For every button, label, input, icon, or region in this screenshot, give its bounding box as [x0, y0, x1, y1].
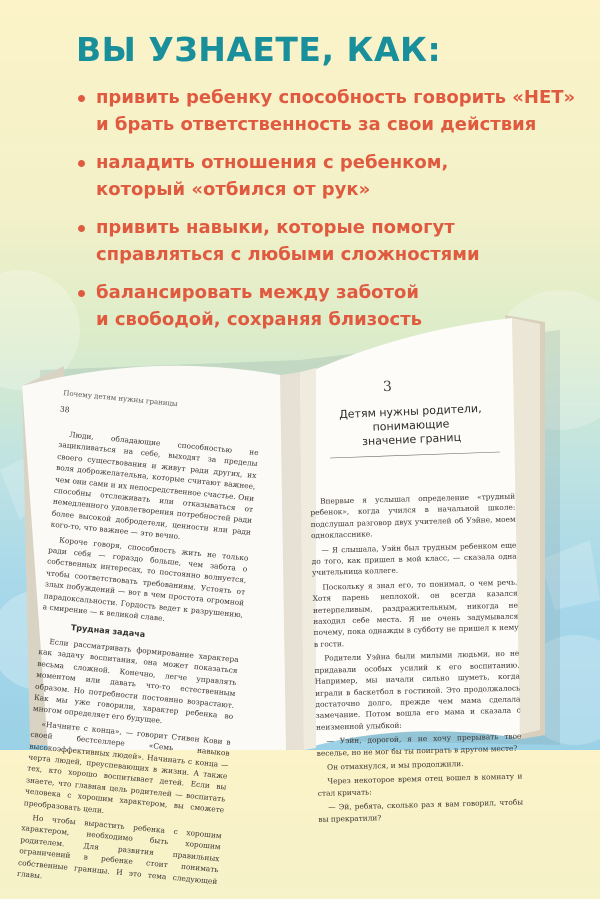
paragraph: — Эй, ребята, сколько раз я вам говорил, чтобы вы прекратили? — [318, 797, 524, 824]
benefit-line: привить ребенку способность говорить «НЕТ» — [96, 87, 576, 108]
paragraph: Родители Уэйна были милыми людьми, но не придавали особых усилий к его воспитанию. Например, мы начали сильно шуметь, когда играли в баскетбол в гостиной. Это продолжалось достаточно долго, прежде чем мама сделала замечание. Потом вошла его мама и сказала с неизменной улыбкой: — [314, 648, 521, 732]
running-head: Почему детям нужны границы — [62, 389, 178, 409]
chapter-title-line: Детям нужны родители, — [338, 401, 482, 422]
chapter-title-line: значение границ — [361, 430, 462, 449]
paragraph: Если рассматривать формирование характера как задачу воспитания, она может показаться весьма сложной. Конечно, легче управлять моментом или давать что-то естественным образом. Но потребности постоянно возрастают. Как мы уже говорили, характер ребенка во многом определяет его будущее. — [32, 636, 240, 726]
benefit-line: справляться с любыми сложностями — [96, 244, 480, 265]
paragraph: Люди, обладающие способностью не зацикливаться на себе, выходят за пределы своего существования и живут ради других, их воля доброжелательна, которые считают важнее, чем они сами и их непосредственное счастье. Они способны отслеживать или отказываться от немедленного удовлетворения потребностей ради более высокой добродетели, ценности или ради кого-то, что важнее — это вечно. — [50, 429, 259, 542]
paragraph: Впервые я услышал определение «трудный ребенок», когда учился в начальной школе: подслушал разговор двух учителей об Уэйне, моем однокласснике. — [310, 491, 516, 541]
paragraph: — Уэйн, дорогой, я не хочу прерывать твое веселье, но не мог бы ты поиграть в другом месте? — [316, 731, 522, 758]
left-page-number: 38 — [59, 404, 70, 415]
section-heading: Трудная задача — [70, 622, 146, 639]
benefit-line: и свободой, сохраняя близость — [96, 309, 423, 330]
chapter-title-line: понимающие — [372, 417, 450, 434]
benefit-line: привить навыки, которые помогут — [96, 217, 455, 238]
paragraph: Через некоторое время отец вошел в комнату и стал кричать: — [317, 771, 523, 798]
benefit-line: наладить отношения с ребенком, — [96, 152, 449, 173]
chapter-title — [317, 401, 505, 451]
chapter-number: 3 — [382, 378, 393, 396]
benefit-line: и брать ответственность за свои действия — [96, 114, 537, 135]
paragraph: — Я слышала, Уэйн был трудным ребенком еще до того, как пришел в мой класс, — сказала одна учительница коллеге. — [311, 540, 517, 578]
paragraph: Он отмахнулся, и мы продолжили. — [326, 759, 464, 772]
benefit-line: балансировать между заботой — [96, 282, 419, 303]
right-page-text — [310, 491, 524, 824]
benefit-line: который «отбился от рук» — [96, 179, 371, 200]
paragraph: Но чтобы вырастить ребенка с хорошим характером, необходимо быть хорошим родителем. Для развития правильных ограничений в ребенке стоит понимать собственные границы. И это тема следующей главы. — [16, 813, 223, 886]
paragraph: Короче говоря, способность жить не только ради себя — гораздо больше, чем забота о собственных интересах, то постоянно волнуется, чтобы соответствовать требованиям. Устоять от злых побуждений — вот в чем простота огромной парадоксальности. Гордость ведет к разрушению, а смирение — к великой славе. — [42, 535, 249, 623]
paragraph: Поскольку я знал его, то понимал, о чем речь. Хотя парень неплохой, он всегда казался нетерпеливым, раздражительным, никогда не находил себе места. Я не очень задумывался почему, пока однажды в субботу не пришел к нему в гости. — [312, 577, 519, 649]
paragraph: «Начните с конца», — говорит Стивен Кови в своей бестселлере «Семь навыков высокоэффективных людей». Начинать с конца — черта людей, преуспевающих в жизни. А также тех, кто хорошо воспитывает детей. Если вы знаете, что главная цель родителей — воспитать человека с хорошим характером, вы сможете преобразовать цели. — [23, 719, 232, 815]
headline: ВЫ УЗНАЕТЕ, КАК: — [76, 30, 442, 69]
